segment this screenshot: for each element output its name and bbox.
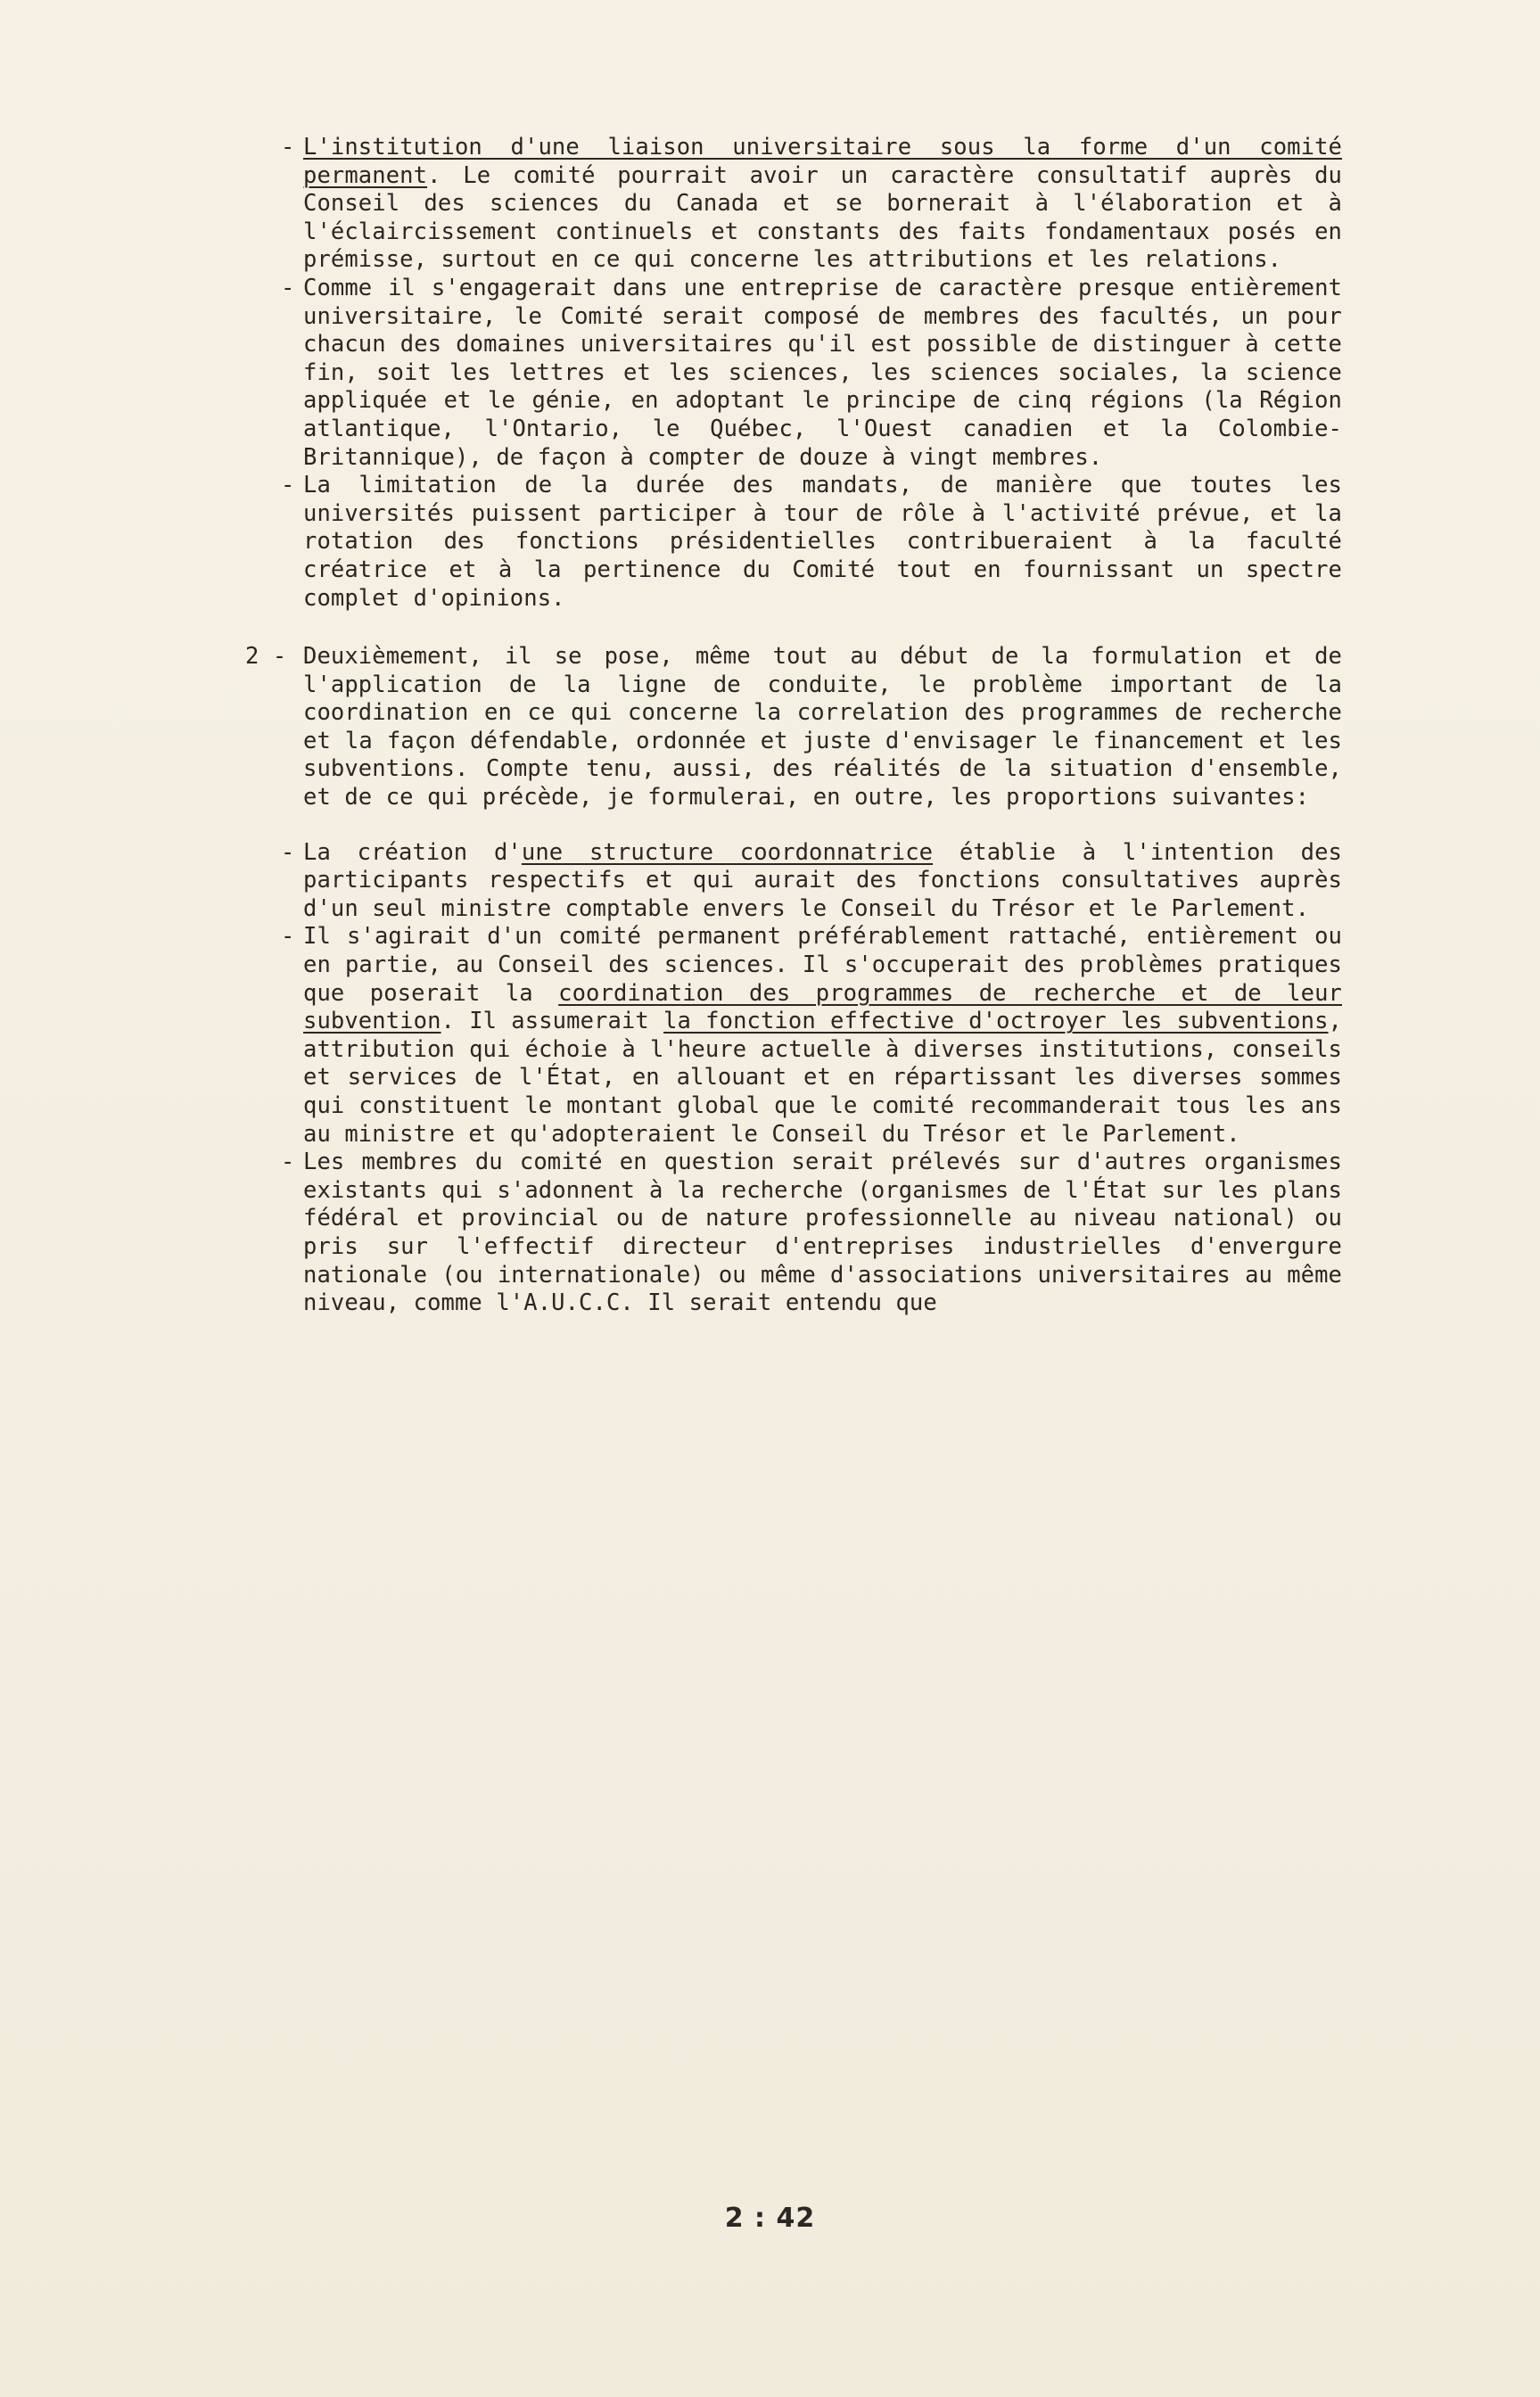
bullet-text: établie à l'intention des participants respectifs et qui aurait des fonctions consultatives auprès d'un seul ministre comptable envers le Conseil du Trésor et le Parlement. <box>303 838 1342 922</box>
bullet-text: La limitation de la durée des mandats, de manière que toutes les universités puissent participer à tour de rôle à l'activité prévue, et la rotation des fonctions présidentielles contribueraient à la faculté créatrice et à la pertinence du Comité tout en fournissant un spectre complet d'opinions. <box>303 472 1342 612</box>
bullet-comite-permanent <box>245 923 1342 1149</box>
bullet-marker: - <box>281 472 295 499</box>
spacer <box>245 812 1342 839</box>
bullet-limitation-mandats <box>245 472 1342 613</box>
bullet-membres-comite <box>245 1149 1342 1318</box>
bullet-text: , attribution qui échoie à l'heure actuelle à diverses institutions, conseils et services de l'État, en allouant et en répartissant les diverses sommes qui constituent le montant global que le comité recommanderait tous les ans au ministre et qu'adopteraient le Conseil du Trésor et le Parlement. <box>303 1008 1342 1148</box>
paragraph-text: Deuxièmement, il se pose, même tout au début de la formulation et de l'application de la ligne de conduite, le problème important de la coordination en ce qui concerne la correlation des programmes de recherche et la façon défendable, ordonnée et juste d'envisager le financement et les subventions. Compte tenu, aussi, des réalités de la situation d'ensemble, et de ce qui précède, je formulerai, en outre, les proportions suivantes: <box>303 643 1342 811</box>
bullet-text: . Il assumerait <box>441 1008 664 1035</box>
body-text <box>245 134 1342 1318</box>
spacer <box>245 613 1342 643</box>
underlined-phrase: une structure coordonnatrice <box>521 838 934 866</box>
bullet-composition-comite <box>245 275 1342 472</box>
bullet-text: Comme il s'engagerait dans une entreprise de caractère presque entièrement universitaire, le Comité serait composé de membres des facultés, un pour chacun des domaines universitaires qu'il est possible de distinguer à cette fin, soit les lettres et les sciences, les sciences sociales, la science appliquée et le génie, en adoptant le principe de cinq régions (la Région atlantique, l'Ontario, le Québec, l'Ouest canadien et la Colombie-Britannique), de façon à compter de douze à vingt membres. <box>303 274 1342 471</box>
bullet-text: Il s'agirait d'un comité permanent préférablement rattaché, entièrement ou en partie, au Conseil des sciences. Il s'occuperait des problèmes pratiques que poserait la <box>303 923 1342 1007</box>
underlined-phrase: coordination des programmes de recherche et de leur subvention <box>303 979 1342 1035</box>
bullet-marker: - <box>281 134 295 161</box>
bullet-structure-coordonnatrice <box>245 839 1342 924</box>
bullet-liaison-universitaire <box>245 134 1342 275</box>
bullet-text: Les membres du comité en question serait prélevés sur d'autres organismes existants qui s'adonnent à la recherche (organismes de l'État sur les plans fédéral et provincial ou de nature professionnelle au niveau national) ou pris sur l'effectif directeur d'entreprises industrielles d'envergure nationale (ou internationale) ou même d'associations universitaires au même niveau, comme l'A.U.C.C. Il serait entendu que <box>303 1149 1342 1317</box>
bullet-marker: - <box>281 1149 295 1176</box>
bullet-text: . Le comité pourrait avoir un caractère consultatif auprès du Conseil des sciences du Canada et se bornerait à l'élaboration et à l'éclaircissement continuels et constants des faits fondamentaux posés en prémisse, surtout en ce qui concerne les attributions et les relations. <box>303 161 1342 274</box>
underlined-phrase: L'institution d'une liaison universitaire sous la forme d'un comité permanent <box>303 134 1342 189</box>
bullet-marker: - <box>281 923 295 951</box>
paragraph-number: 2 - <box>245 643 287 671</box>
bullet-text: La création d' <box>303 838 522 866</box>
numbered-paragraph-2 <box>245 643 1342 812</box>
bullet-marker: - <box>281 274 295 301</box>
bullet-marker: - <box>281 838 295 866</box>
underlined-phrase: la fonction effective d'octroyer les subventions <box>663 1008 1329 1035</box>
page-number: 2 : 42 <box>724 2203 816 2234</box>
